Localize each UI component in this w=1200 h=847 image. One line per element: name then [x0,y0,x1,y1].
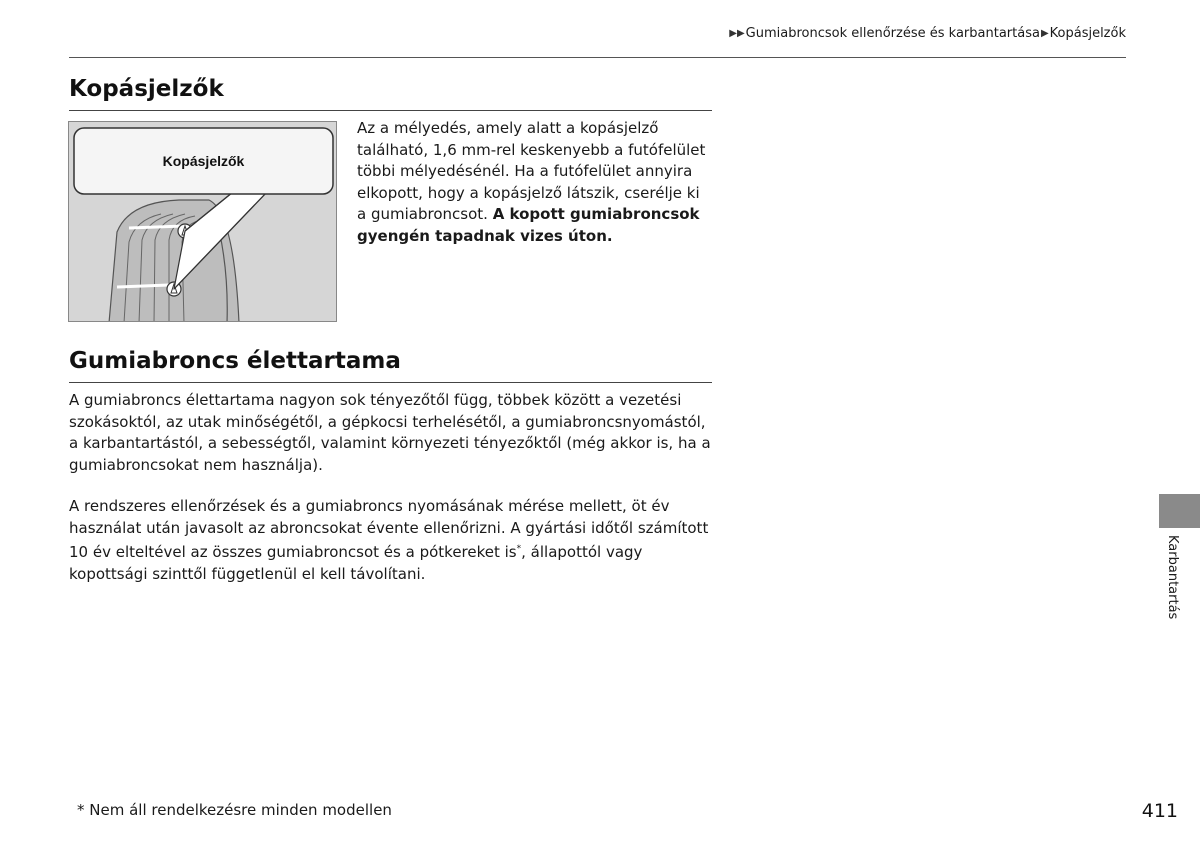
warning-text: A kopott gumiabroncsok gyengén tapadnak vizes úton. [357,205,700,245]
tread-wear-indicator-illustration [68,121,337,322]
paragraph: A gumiabroncs élettartama nagyon sok tényezőtől függ, többek között a vezetési szokásoktól, az utak minőségétől, a gépkocsi terhelésétől, a gumiabroncsnyomástól, a karbantartástól, a sebességtől, valamint környezeti tényezőktől (még akkor is, ha a gumiabroncsokat nem használja). [69,391,711,474]
breadcrumb [728,26,1126,41]
breadcrumb-item[interactable]: Gumiabroncsok ellenőrzése és karbantartása [745,26,1040,41]
paragraph [69,496,719,585]
chapter-tab-label: Karbantartás [1165,535,1180,620]
figure-callout-label: Kopásjelzők [162,153,245,169]
section-divider [69,110,712,111]
footnote-marker: * [516,544,522,554]
arrow-icon: ▶▶ [729,28,745,39]
paragraph-text: A rendszeres ellenőrzések és a gumiabroncs nyomásának mérése mellett, öt év használat után javasolt az abroncsokat évente ellenőrizni. A gyártási időtől számított 10 év elteltével az összes gumiabroncsot és a pótkereket is [69,497,709,561]
chapter-tab[interactable] [1159,494,1200,528]
page-number: 411 [1141,800,1178,822]
section-title: Kopásjelzők [69,76,224,102]
arrow-icon: ▶ [1040,28,1049,39]
section-intro-text [357,118,712,247]
footnote: * Nem áll rendelkezésre minden modellen [77,801,392,819]
paragraph-text: , állapottól vagy kopottsági szinttől függetlenül el kell távolítani. [69,543,643,583]
header-divider [69,57,1126,58]
intro-text: Az a mélyedés, amely alatt a kopásjelző található, 1,6 mm-rel keskenyebb a futófelület többi mélyedésénél. Ha a futófelület annyira elkopott, hogy a kopásjelző látszik, cserélje ki a gumiabroncsot. [357,119,706,223]
breadcrumb-item-current: Kopásjelzők [1049,26,1126,41]
section-title: Gumiabroncs élettartama [69,348,401,374]
section-divider [69,382,712,383]
